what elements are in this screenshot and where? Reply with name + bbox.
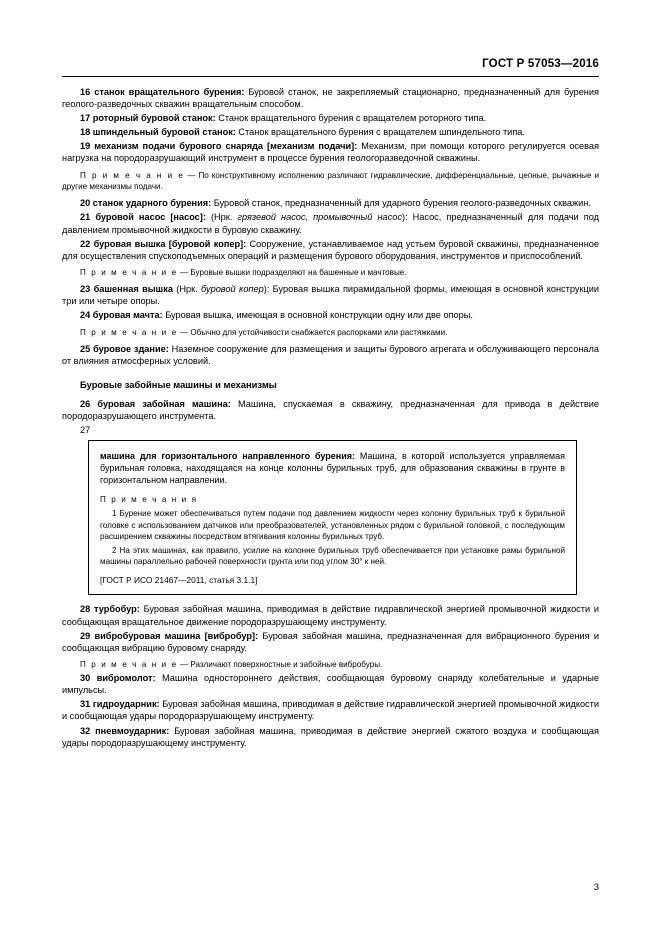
entry-24-text: Буровая вышка, имеющая в основной конструкции одну или две опоры. <box>162 310 473 321</box>
entry-30-number: 30 <box>80 673 91 684</box>
note-24-label: П р и м е ч а н и е <box>80 327 178 337</box>
entry-25 <box>62 343 599 367</box>
page-number: 3 <box>593 882 599 893</box>
entry-26 <box>62 398 599 422</box>
entry-21-prefix: (Нрк. <box>205 212 238 223</box>
entry-24-number: 24 <box>80 310 91 321</box>
entry-21-italic: грязевой насос, промывочный насос <box>237 212 402 223</box>
entry-17-number: 17 <box>80 113 91 124</box>
entry-31-text: Буровая забойная машина, приводимая в действие гидравлической энергией промывочной жидкости и сообщающая удары породоразрушающему инструменту. <box>62 699 599 722</box>
entry-19 <box>62 140 599 164</box>
note-24 <box>62 327 599 338</box>
box-note-1: 1 Бурение может обеспечиваться путем подачи под давлением жидкости через колонну бурильных труб к бурильной головке с использованием датчиков или преобразователей, установленных рядом с бурильной головкой, с последующим расширением скважины посредством втягивания колонны бурильных труб. <box>100 509 565 541</box>
entry-29-number: 29 <box>80 630 91 641</box>
entry-31 <box>62 698 599 722</box>
entry-23-text: ): Буровая вышка пирамидальной формы, имеющая в основной конструкции три или четыре опоры. <box>62 284 599 307</box>
entry-21-number: 21 <box>80 212 91 223</box>
box-text: Машина, в которой используется управляемая бурильная головка, находящаяся на конце колонны бурильных труб, для образования скважины в грунте в горизонтальном направлении. <box>100 451 565 486</box>
entry-22 <box>62 238 599 262</box>
entry-18 <box>62 126 599 138</box>
entry-20-text: Буровой станок, предназначенный для ударного бурения геолого-разведочных скважин. <box>211 198 591 209</box>
entry-29-term: вибробуровая машина [вибробур]: <box>94 630 259 641</box>
entry-25-text: Наземное сооружение для размещения и защиты бурового агрегата и обслуживающего персонала от влияния атмосферных условий. <box>62 343 599 367</box>
box-reference: [ГОСТ Р ИСО 21467—2011, статья 3.1.1] <box>100 575 258 586</box>
entry-25-number: 25 <box>80 343 91 354</box>
box-note-2: 2 На этих машинах, как правило, усилие на колонне бурильных труб обеспечивается при установке рамы бурильной машины параллельно рабочей поверхности грунта или под углом 30° к ней. <box>100 546 565 567</box>
note-19-label: П р и м е ч а н и е <box>80 170 185 180</box>
entry-16-text: Буровой станок, не закрепляемый стационарно, предназначенный для бурения геолого-разведочных скважин вращательным способом. <box>62 87 599 110</box>
entry-24 <box>62 309 599 321</box>
entry-18-term: шпиндельный буровой станок: <box>92 127 236 138</box>
note-22-text: — Буровые вышки подразделяют на башенные и мачтовые. <box>177 267 407 277</box>
page-content <box>62 86 599 751</box>
entry-20 <box>62 197 599 209</box>
entry-16-term: станок вращательного бурения: <box>94 87 245 97</box>
note-29 <box>62 659 599 670</box>
header-rule <box>62 76 599 77</box>
entry-32 <box>62 725 599 749</box>
entry-31-number: 31 <box>80 699 91 710</box>
entry-20-term: станок ударного бурения: <box>92 198 212 209</box>
section-heading: Буровые забойные машины и механизмы <box>80 379 277 391</box>
entry-28-number: 28 <box>80 604 91 615</box>
entry-22-number: 22 <box>80 238 91 249</box>
entry-22-term: буровая вышка [буровой копер]: <box>93 238 247 249</box>
entry-23-prefix: (Нрк. <box>172 284 202 295</box>
note-19 <box>62 170 599 193</box>
entry-26-number: 26 <box>80 399 91 410</box>
entry-26-term: буровая забойная машина: <box>97 399 231 410</box>
entry-27-number: 27 <box>80 425 91 436</box>
note-19-text: — По конструктивному исполнению различают гидравлические, дифференциальные, цепные, рычажные и другие механизмы подачи. <box>62 170 599 191</box>
entry-23 <box>62 283 599 307</box>
tail-entries <box>62 603 599 748</box>
entry-26-text: Машина, спускаемая в скважину, предназначенная для привода в действие породоразрушающего инструмента. <box>62 399 600 422</box>
entry-17 <box>62 112 599 124</box>
entry-21-term: буровой насос [насос]: <box>95 212 206 223</box>
note-22-label: П р и м е ч а н и е <box>80 267 178 277</box>
entry-16 <box>62 86 599 110</box>
page-header: ГОСТ Р 57053—2016 <box>482 58 599 70</box>
entry-24-term: буровая мачта: <box>92 310 163 321</box>
entry-28-term: турбобур: <box>94 604 140 615</box>
entry-30-term: вибромолот: <box>96 673 156 684</box>
entry-23-term: башенная вышка <box>93 284 173 295</box>
entry-23-number: 23 <box>80 284 91 295</box>
entry-21 <box>62 211 599 235</box>
entry-23-italic: буровой копер <box>201 284 264 295</box>
entry-18-text: Станок вращательного бурения с вращателем шпиндельного типа. <box>235 127 525 138</box>
note-29-label: П р и м е ч а н и е <box>80 659 178 669</box>
box-term: машина для горизонтального направленного бурения: <box>100 451 356 462</box>
entry-28-text: Буровая забойная машина, приводимая в действие гидравлической энергией промывочной жидкости и сообщающая вращательное движение породоразрушающему инструменту. <box>62 604 599 627</box>
entry-25-term: буровое здание: <box>93 343 169 354</box>
entry-17-text: Станок вращательного бурения с вращателем роторного типа. <box>215 113 487 124</box>
entry-32-text: Буровая забойная машина, приводимая в действие энергией сжатого воздуха и сообщающая удары породоразрушающему инструменту. <box>62 725 600 748</box>
entry-30-text: Машина одностороннего действия, сообщающая буровому снаряду колебательные и ударные импульсы. <box>62 673 600 696</box>
entry-31-term: гидроударник: <box>92 699 160 710</box>
entry-29-text: Буровая забойная машина, предназначенная для вибрационного бурения и сообщающая вибрацию буровому снаряду. <box>62 630 600 653</box>
entry-32-number: 32 <box>80 725 91 736</box>
entry-30 <box>62 672 599 696</box>
entry-16-number: 16 <box>80 87 91 97</box>
entry-28 <box>62 603 599 627</box>
entry-19-number: 19 <box>80 141 91 152</box>
entry-20-number: 20 <box>80 198 91 209</box>
entry-17-term: роторный буровой станок: <box>92 113 216 124</box>
box-notes-heading: П р и м е ч а н и я <box>100 495 198 505</box>
note-22 <box>62 267 599 278</box>
entry-19-text: Механизм, при помощи которого регулируется осевая нагрузка на породоразрушающий инструмент в процессе бурения геологоразведочной скважины. <box>62 141 599 164</box>
entry-21-text: ): Насос, предназначенный для подачи под давлением промывочной жидкости в буровую скважину. <box>62 212 600 235</box>
entry-32-term: пневмоударник: <box>95 725 170 736</box>
entry-22-text: Сооружение, устанавливаемое над устьем буровой скважины, предназначенное для осуществления спускоподъемных операций и размещения бурового оборудования, инструментов и приспособлений. <box>62 238 600 261</box>
entry-18-number: 18 <box>80 127 91 138</box>
note-29-text: — Различают поверхностные и забойные вибробуры. <box>177 659 383 669</box>
quoted-definition-box <box>88 440 577 595</box>
entry-29 <box>62 630 599 654</box>
entry-19-term: механизм подачи бурового снаряда [механизм подачи]: <box>94 141 358 152</box>
box-definition <box>100 450 565 486</box>
note-24-text: — Обычно для устойчивости снабжается распорками или растяжками. <box>177 327 448 337</box>
